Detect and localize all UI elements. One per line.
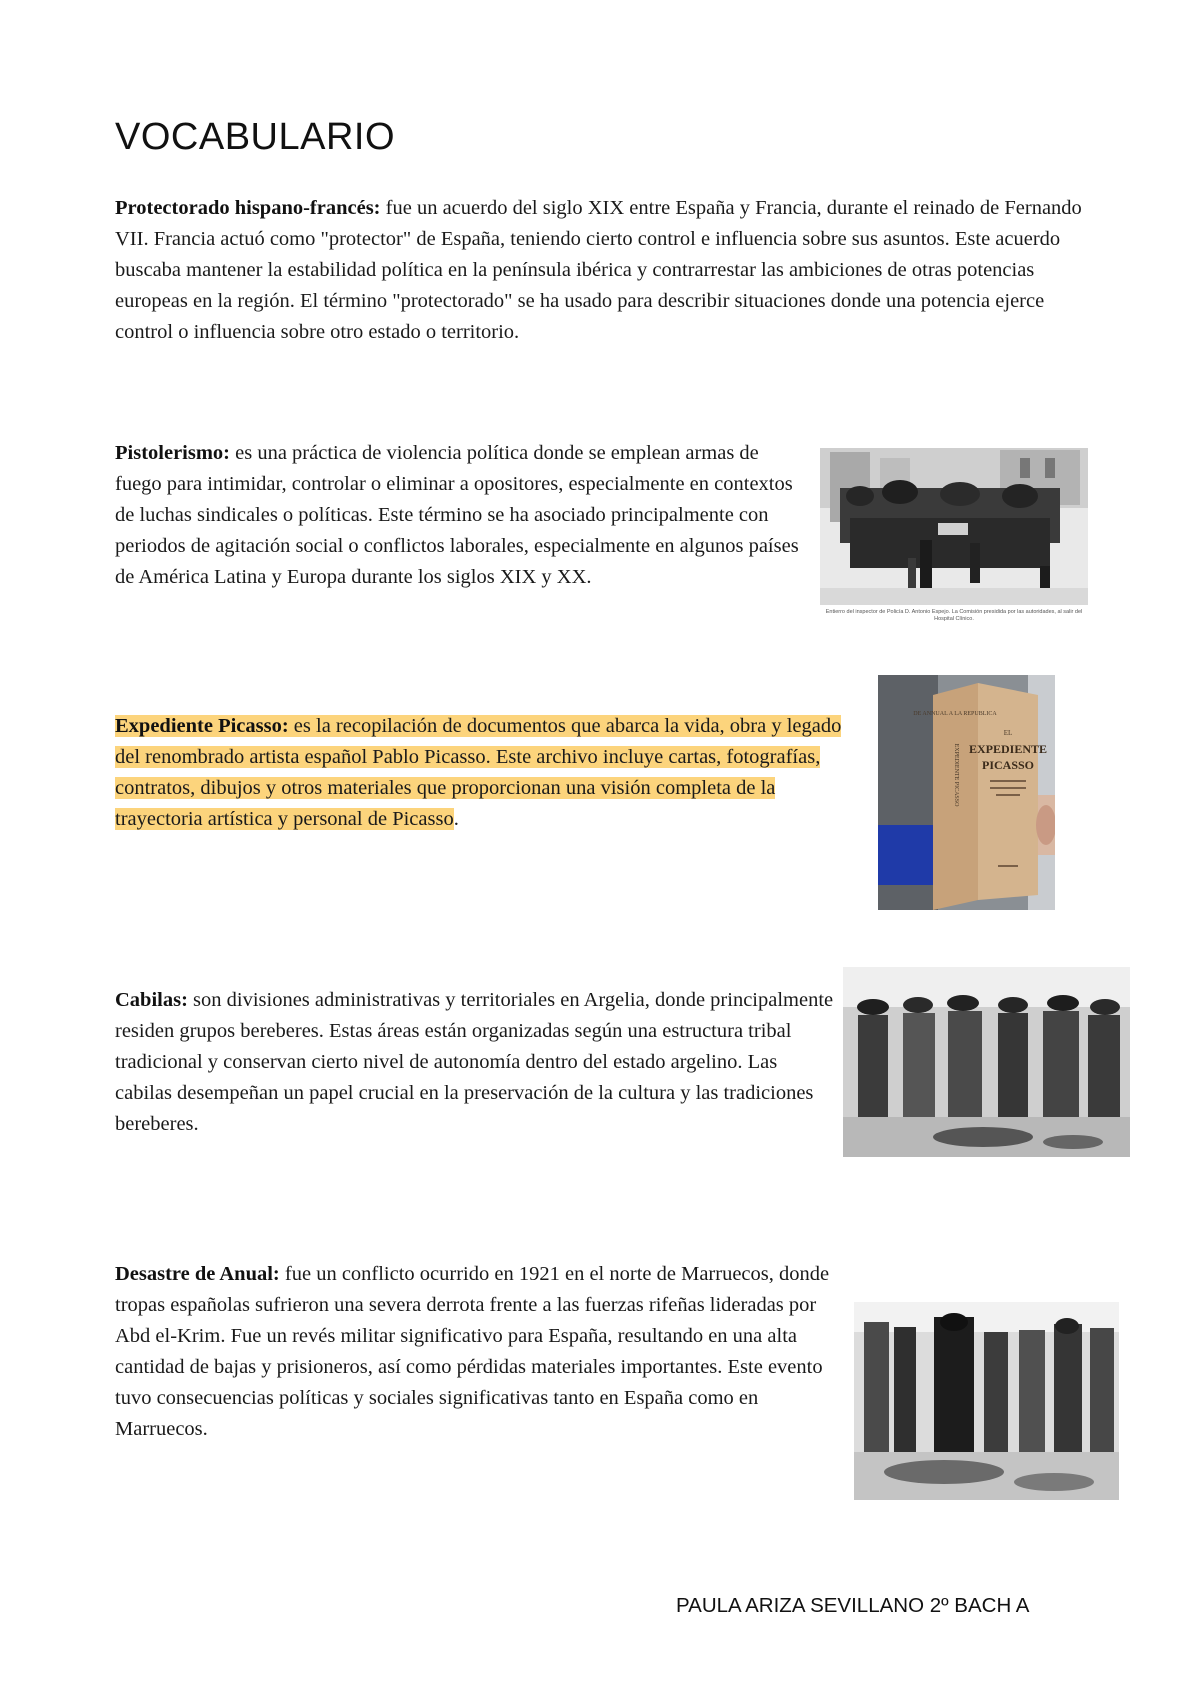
definition-text: fue un acuerdo del siglo XIX entre España y Francia, durante el reinado de Fernando VII. Francia actuó como "protector" de España, teniendo cierto control e influencia sobre sus asuntos. Este acuerdo buscaba mantener la estabilidad política en la península ibérica y contrarrestar las ambiciones de otras potencias europeas en la región. El término "protectorado" se ha usado para describir situaciones donde una potencia ejerce control o influencia sobre otro estado o territorio. bbox=[115, 197, 1082, 343]
term-label: Protectorado hispano-francés: bbox=[115, 197, 381, 219]
definition-text: es la recopilación de documentos que abarca la vida, obra y legado del renombrado artista español Pablo Picasso. Este archivo incluye cartas, fotografías, contratos, dibujos y otros materiales que proporcionan una visión completa de la trayectoria artística y personal de Picasso bbox=[115, 715, 842, 830]
book-cover-small: EL bbox=[1003, 729, 1013, 737]
highlighted-text bbox=[115, 715, 841, 830]
funeral-crowd-photo bbox=[820, 448, 1088, 605]
trailing-period: . bbox=[453, 808, 459, 830]
entry-expediente-picasso bbox=[115, 711, 855, 835]
term-label: Pistolerismo: bbox=[115, 442, 230, 464]
book-spine-title: EXPEDIENTE PICASSO bbox=[953, 743, 959, 807]
entry-pistolerismo bbox=[115, 438, 805, 593]
anual-soldiers-photo bbox=[854, 1302, 1119, 1500]
term-label: Cabilas: bbox=[115, 989, 188, 1011]
book-spine-top: DE ANNUAL A LA REPUBLICA bbox=[913, 711, 997, 717]
entry-cabilas bbox=[115, 985, 835, 1140]
definition-text: son divisiones administrativas y territoriales en Argelia, donde principalmente residen grupos bereberes. Estas áreas están organizadas según una estructura tribal tradicional y conservan cierto nivel de autonomía dentro del estado argelino. Las cabilas desempeñan un papel crucial en la preservación de la cultura y las tradiciones bereberes. bbox=[115, 989, 834, 1135]
page-title: VOCABULARIO bbox=[115, 116, 396, 158]
book-cover-title-1: EXPEDIENTE bbox=[968, 742, 1048, 756]
photo-caption: Entierro del inspector de Policía D. Antonio Espejo. La Comisión presidida por las autoridades, al salir del Hospital Clínico. bbox=[825, 609, 1083, 622]
author-footer: PAULA ARIZA SEVILLANO 2º BACH A bbox=[676, 1594, 1030, 1617]
soldiers-group-photo bbox=[843, 967, 1130, 1157]
definition-text: fue un conflicto ocurrido en 1921 en el norte de Marruecos, donde tropas españolas sufrieron una severa derrota frente a las fuerzas rifeñas lideradas por Abd el-Krim. Fue un revés militar significativo para España, resultando en una alta cantidad de bajas y prisioneros, así como pérdidas materiales importantes. Este evento tuvo consecuencias políticas y sociales significativas tanto en España como en Marruecos. bbox=[115, 1263, 830, 1440]
book-photo bbox=[878, 675, 1055, 910]
entry-protectorado bbox=[115, 193, 1095, 348]
term-label: Desastre de Anual: bbox=[115, 1263, 280, 1285]
definition-text: es una práctica de violencia política donde se emplean armas de fuego para intimidar, controlar o eliminar a opositores, especialmente en contextos de luchas sindicales o políticas. Este término se ha asociado principalmente con periodos de agitación social o conflictos laborales, especialmente en algunos países de América Latina y Europa durante los siglos XIX y XX. bbox=[115, 442, 799, 588]
entry-desastre-anual bbox=[115, 1259, 845, 1445]
book-cover-title-2: PICASSO bbox=[981, 758, 1035, 772]
term-label: Expediente Picasso: bbox=[115, 715, 289, 737]
